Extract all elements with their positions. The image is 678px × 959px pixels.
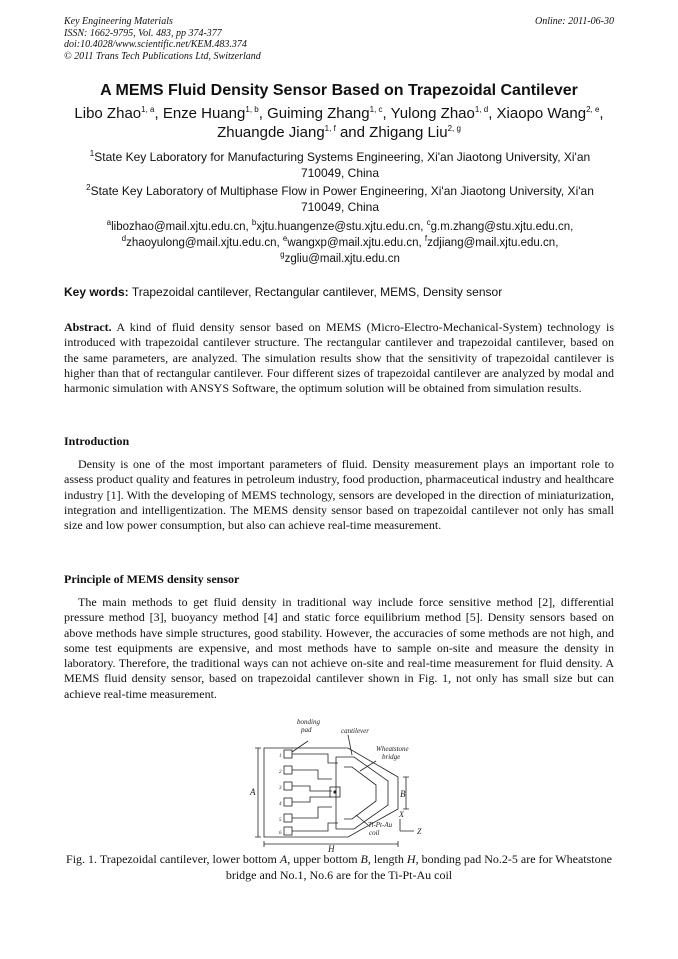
section-heading-introduction: Introduction [64,434,130,448]
svg-text:Ti-Pt-Au: Ti-Pt-Au [368,821,393,829]
svg-text:coil: coil [369,829,380,837]
svg-text:X: X [399,810,404,819]
svg-text:bridge: bridge [382,753,401,761]
svg-text:5: 5 [279,818,282,823]
author-name: Libo Zhao [74,105,142,122]
author-name: Yulong Zhao [390,105,475,122]
svg-text:Wheatstone: Wheatstone [376,745,409,753]
journal-header [64,16,261,62]
author-name: Zhigang Liu [369,124,448,141]
figure-labels [249,718,422,852]
author-name: Enze Huang [162,105,246,122]
author-affiliation-mark: 1, f [324,124,336,133]
email-address: xjtu.huangenze@stu.xjtu.edu.cn [256,221,421,233]
author-affiliation-mark: 2, g [447,124,461,133]
author-affiliation-mark: 1, b [245,105,259,114]
author-affiliation-mark: 1, a [141,105,155,114]
affiliation-1: $^1$State Key Laboratory for Manufacturing Systems Engineering, Xi'an Jiaotong University, Xi'an 710049, China [89,149,591,180]
bonding-pad [284,750,292,758]
svg-text:H: H [328,844,335,852]
svg-text:6: 6 [279,831,282,836]
author-name: Xiaopo Wang [496,105,587,122]
svg-text:4: 4 [279,802,282,807]
trapezoid-cantilever [336,757,388,829]
svg-text:3: 3 [279,786,282,791]
svg-text:bonding: bonding [297,718,320,726]
svg-text:2: 2 [279,770,282,775]
email-address: zhaoyulong@mail.xjtu.edu.cn [126,237,277,249]
keywords-text: Trapezoidal cantilever, Rectangular cantilever, MEMS, Density sensor [131,285,503,299]
email-address: zgliu@mail.xjtu.edu.cn [284,253,400,265]
author-name: Guiming Zhang [267,105,370,122]
online-date: Online: 2011-06-30 [535,16,614,27]
author-affiliation-mark: 1, d [474,105,489,114]
svg-text:1: 1 [279,754,282,759]
abstract-text: A kind of fluid density sensor based on MEMS (Micro-Electro-Mechanical-System) technology is introduced with trapezoidal cantilever structure. The rectangular cantilever and trapezoidal cantilever, based on the same parameters, are analyzed. The simulation results show that the sensitivity of trapezoidal cantilever is higher than that of rectangular cantilever. Four different sizes of trapezoidal cantilever are analyzed by modal and harmonic simulation with ANSYS Software, the optimum solution will be obtained from simulation results. [64,320,615,396]
wheatstone-bridge [344,767,376,819]
journal-doi: doi:10.4028/www.scientific.net/KEM.483.374 [64,39,247,50]
author-list: Libo Zhao$^{1, a}$, Enze Huang$^{1, b}$, Guiming Zhang$^{1, c}$, Yulong Zhao$^{1, d}$, Xiaopo Wang$^{2, e}$, Zhuangde Jiang$^{1, f}$ and Zhigang Liu$^{2, g}$ [74,105,604,141]
affiliation-2: $^2$State Key Laboratory of Multiphase Flow in Power Engineering, Xi'an Jiaotong University, Xi'an 710049, China [86,183,594,214]
email-address: wangxp@mail.xjtu.edu.cn [287,237,419,249]
svg-text:B: B [400,789,406,799]
svg-text:pad: pad [301,726,312,734]
svg-text:A: A [250,787,256,797]
svg-text:cantilever: cantilever [341,727,369,735]
abstract-label: Abstract. [64,320,112,334]
author-affiliation-mark: 2, e [586,105,600,114]
keywords-label: Key words: [64,285,129,299]
author-affiliation-mark: 1, c [369,105,383,114]
email-address: zdjiang@mail.xjtu.edu.cn [427,237,556,249]
email-address: g.m.zhang@stu.xjtu.edu.cn [430,221,571,233]
paper-title: A MEMS Fluid Density Sensor Based on Trapezoidal Cantilever [100,82,578,99]
principle-paragraph: The main methods to get fluid density in traditional way include force sensitive method [2], differential pressure method [3], buoyancy method [4] and static force equilibrium method [5]. Density sensors based on above methods have simple structures, good stability. However, the accuracies of some methods are not high, and some test equipments are expensive, and most methods have to sample on-site and measure the density in laboratory. Therefore, the traditional ways can not achieve on-site and real-time measurement for fluid density. A MEMS fluid density sensor, based on trapezoidal cantilever shown in Fig. 1, not only has small size but can achieve real-time measurement. [64,595,614,701]
journal-copyright: © 2011 Trans Tech Publications Ltd, Switzerland [64,50,261,62]
journal-issn: ISSN: 1662-9795, Vol. 483, pp 374-377 [64,27,222,39]
author-name: Zhuangde Jiang [217,124,325,141]
email-list: $^a$libozhao@mail.xjtu.edu.cn, $^b$xjtu.huangenze@stu.xjtu.edu.cn, $^c$g.m.zhang@stu.xjtu.edu.cn, $^d$zhaoyulong@mail.xjtu.edu.cn, $^e$wangxp@mail.xjtu.edu.cn, $^f$zdjiang@mail.xjtu.edu.cn, $^g$zgliu@mail.xjtu.edu.cn [106,218,574,265]
email-address: libozhao@mail.xjtu.edu.cn [111,221,246,233]
abstract [64,320,614,396]
svg-text:Z: Z [417,827,422,836]
journal-name: Key Engineering Materials [64,16,173,27]
keywords [64,285,624,299]
figure-1-diagram [248,717,438,852]
section-heading-principle: Principle of MEMS density sensor [64,572,240,586]
figure-1-caption: Fig. 1. Trapezoidal cantilever, lower bottom A, upper bottom B, length H, bonding pad No.2-5 are for Wheatstone bridge and No.1, No.6 are for the Ti-Pt-Au coil [66,852,612,882]
introduction-paragraph: Density is one of the most important parameters of fluid. Density measurement plays an important role to assess product quality and features in petroleum industry, food production, pharmaceutical industry and healthcare industry [1]. With the developing of MEMS technology, sensors are developed in the direction of miniaturization, integration and intelligentization. The MEMS density sensor based on trapezoidal cantilever not only has small size and low power consumption, but also can achieve real-time measurement. [64,457,614,533]
